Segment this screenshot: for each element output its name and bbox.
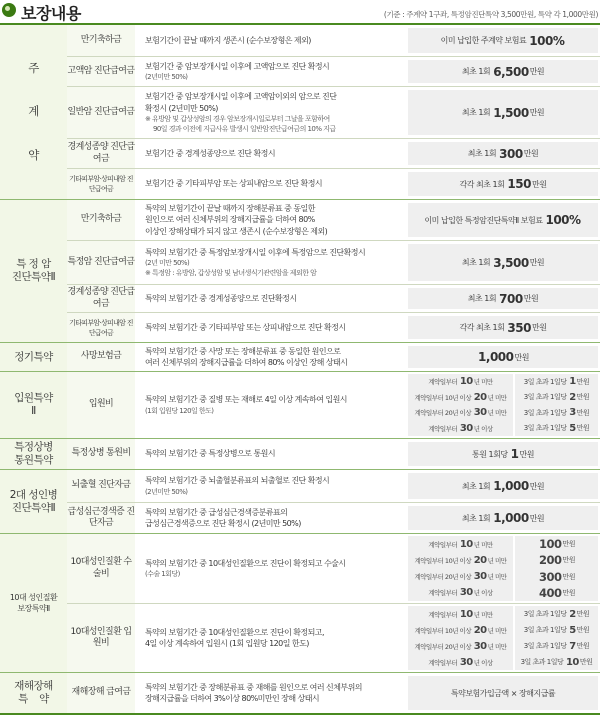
tier-row: 계약일부터 10년 이상 20 년 미만 3일 초과 1일당 5 만원 bbox=[408, 622, 598, 638]
table-row bbox=[67, 502, 600, 533]
benefit-name: 특정암 진단급여금 bbox=[67, 241, 135, 284]
category-label: 특 정 암 진단특약Ⅱ bbox=[0, 200, 67, 342]
benefit-amount: 특약보험가입금액 × 장해지급률 bbox=[408, 676, 598, 710]
benefit-desc: 특약의 보험기간 중 경계성종양으로 진단확정시 bbox=[145, 293, 297, 303]
benefit-name: 급성심근경색증 진단자금 bbox=[67, 503, 135, 533]
benefit-desc: 특약의 보험기간 중 특정상병으로 통원시 bbox=[145, 449, 275, 459]
table-row bbox=[67, 240, 600, 284]
benefit-amount: 최초 1회 700 만원 bbox=[408, 288, 598, 309]
benefit-name: 경계성종양 진단급여금 bbox=[67, 139, 135, 168]
table-row bbox=[67, 603, 600, 672]
table-row bbox=[67, 200, 600, 240]
injury-disability-section bbox=[0, 673, 600, 713]
benefit-amount: 최초 1회 3,500 만원 bbox=[408, 244, 598, 281]
benefit-amount: 각각 최초 1회 350 만원 bbox=[408, 316, 598, 339]
benefit-name: 만기축하금 bbox=[67, 200, 135, 240]
disease-outpatient-section bbox=[0, 439, 600, 469]
table-row bbox=[67, 439, 600, 469]
benefit-name: 재해장해 급여금 bbox=[67, 673, 135, 713]
benefit-name: 고액암 진단급여금 bbox=[67, 57, 135, 86]
tier-row: 계약일부터 30 년 이상 3일 초과 1일당 5 만원 bbox=[408, 421, 598, 437]
category-label: 특정상병 통원특약 bbox=[0, 439, 67, 469]
tier-row: 계약일부터 10년 이상 20 년 미만 3일 초과 1일당 2 만원 bbox=[408, 390, 598, 406]
benefit-name: 일반암 진단급여금 bbox=[67, 87, 135, 138]
table-row bbox=[67, 168, 600, 199]
category-label: 입원특약 Ⅱ bbox=[0, 372, 67, 438]
tier-row: 계약일부터 20년 이상 30 년 미만 3일 초과 1일당 3 만원 bbox=[408, 405, 598, 421]
section-bullet-icon bbox=[2, 3, 16, 17]
tier-row: 계약일부터 10 년 미만 3일 초과 1일당 1 만원 bbox=[408, 374, 598, 390]
benefit-desc: 특약의 보험기간 중 10대성인질환으로 진단이 확정되고, 4일 이상 계속하여 입원시 (1회 입원당 120일 한도) bbox=[145, 627, 324, 648]
tiered-amount-grid bbox=[408, 374, 598, 436]
tier-row: 계약일부터 30 년 이상 400 만원 bbox=[408, 585, 598, 601]
page-header bbox=[0, 0, 600, 24]
benefit-amount: 최초 1회 1,500 만원 bbox=[408, 90, 598, 135]
benefit-name: 기타피부암·상피내암 진단급여금 bbox=[67, 313, 135, 342]
benefit-desc: 보험기간 중 암보장개시일 이후에 고액암으로 진단 확정시 (2년미만 50%) bbox=[145, 61, 330, 82]
page-title: 보장내용 bbox=[21, 4, 81, 23]
category-label: 2대 성인병 진단특약Ⅱ bbox=[0, 470, 67, 533]
category-label: 주 계 약 bbox=[0, 25, 67, 199]
benefit-name: 10대성인질환 수술비 bbox=[67, 534, 135, 603]
cancer-rider-section bbox=[0, 200, 600, 342]
table-row bbox=[67, 673, 600, 713]
table-row bbox=[67, 138, 600, 168]
table-row bbox=[67, 470, 600, 502]
tiered-amount-grid bbox=[408, 606, 598, 670]
benefit-desc: 보험기간 중 암보장개시일 이후에 고액암이외의 암으로 진단 확정시 (2년미만 50%) ※ 유방암 및 갑상성암의 경우 암보장개시일로부터 그날을 포함하여 90일 경과 이전에 지급사유 발생시 일반암진단급여금의 10% 지급 bbox=[145, 92, 337, 133]
term-rider-section bbox=[0, 343, 600, 371]
benefit-name: 만기축하금 bbox=[67, 25, 135, 56]
benefit-desc: 특약의 보험기간 중 질병 또는 재해로 4일 이상 계속하여 입원시 (1회 입원당 120일 한도) bbox=[145, 395, 347, 415]
tier-row: 계약일부터 20년 이상 30 년 미만 3일 초과 1일당 7 만원 bbox=[408, 638, 598, 654]
table-row bbox=[67, 372, 600, 438]
benefit-amount: 최초 1회 300 만원 bbox=[408, 142, 598, 165]
benefit-name: 경계성종양 진단급여금 bbox=[67, 285, 135, 312]
benefit-amount: 1,000 만원 bbox=[408, 346, 598, 368]
table-row bbox=[67, 25, 600, 56]
benefit-desc: 특약의 보험기간 중 10대성인질환으로 진단이 확정되고 수술시 (수술 1회당) bbox=[145, 558, 346, 579]
table-row bbox=[67, 312, 600, 342]
benefit-desc: 보험기간 중 경계성종양으로 진단 확정시 bbox=[145, 148, 275, 158]
tier-row: 계약일부터 30 년 이상 3일 초과 1일당 10 만원 bbox=[408, 654, 598, 670]
ten-adult-disease-section bbox=[0, 534, 600, 672]
benefit-name: 10대성인질환 입원비 bbox=[67, 604, 135, 672]
two-adult-disease-section bbox=[0, 470, 600, 533]
benefit-desc: 보험기간 중 기타피부암 또는 상피내암으로 진단 확정시 bbox=[145, 179, 323, 189]
tier-row: 계약일부터 10년 이상 20 년 미만 200 만원 bbox=[408, 552, 598, 568]
benefit-name: 입원비 bbox=[67, 372, 135, 438]
benefit-amount: 이미 납입한 주계약 보험료 100% bbox=[408, 28, 598, 53]
benefit-desc: 보험기간이 끝날 때까지 생존시 (순수보장형은 제외) bbox=[145, 35, 311, 45]
table-row bbox=[67, 86, 600, 138]
tier-row: 계약일부터 20년 이상 30 년 미만 300 만원 bbox=[408, 569, 598, 585]
table-row bbox=[67, 56, 600, 86]
benefit-amount: 이미 납입한 특정암진단특약Ⅱ 보험료 100% bbox=[408, 203, 598, 237]
benefit-name: 사망보험금 bbox=[67, 343, 135, 371]
category-label: 정기특약 bbox=[0, 343, 67, 371]
hospitalization-rider-section bbox=[0, 372, 600, 438]
benefit-desc: 특약의 보험기간 중 특정암보장개시일 이후에 특정암으로 진단확정시 (2년 미만 50%) ※ 특정암 : 유방암, 갑상성암 및 남녀생식기관련암을 제외한 암 bbox=[145, 247, 366, 278]
tier-row: 계약일부터 10 년 미만 100 만원 bbox=[408, 536, 598, 552]
benefit-desc: 특약의 보험기간 중 뇌출혈분류표의 뇌출혈로 진단 확정시 (2년미만 50%) bbox=[145, 476, 330, 496]
benefit-name: 특정상병 통원비 bbox=[67, 439, 135, 469]
table-row bbox=[67, 343, 600, 371]
benefit-name: 기타피부암·상피내암 진단급여금 bbox=[67, 169, 135, 199]
benefit-desc: 특약의 보험기간 중 장해분류표 중 재해를 원인으로 여러 신체부위의 장해지급률을 더하여 3%이상 80%미만인 장해 상태시 bbox=[145, 682, 362, 703]
basis-note: (기준 : 주계약 1구좌, 특정암진단특약 3,500만원, 특약 각 1,000만원) bbox=[383, 10, 598, 19]
benefit-desc: 특약의 보험기간 중 사망 또는 장해분류표 중 동일한 원인으로 여러 신체부위의 장해지급률을 더하여 80% 이상인 장해 상태시 bbox=[145, 346, 348, 367]
benefit-amount: 최초 1회 1,000 만원 bbox=[408, 506, 598, 530]
table-row bbox=[67, 534, 600, 603]
table-row bbox=[67, 284, 600, 312]
category-label: 10대 성인질환 보장특약Ⅱ bbox=[0, 534, 67, 672]
benefit-amount: 각각 최초 1회 150 만원 bbox=[408, 172, 598, 196]
main-contract-section bbox=[0, 25, 600, 199]
benefit-name: 뇌출혈 진단자금 bbox=[67, 470, 135, 502]
benefit-desc: 특약의 보험기간이 끝날 때까지 장해분류표 중 동일한 원인으로 여러 신체부위의 장해지급률을 더하여 80% 이상인 장해상태가 되지 않고 생존시 (순수보장형은 제외) bbox=[145, 203, 328, 236]
tiered-amount-grid bbox=[408, 536, 598, 601]
benefit-desc: 특약의 보험기간 중 기타피부암 또는 상피내암으로 진단 확정시 bbox=[145, 322, 346, 332]
benefit-desc: 특약의 보험기간 중 급성심근경색증분류표의 급성심근경색증으로 진단 확정시 (2년미만 50%) bbox=[145, 507, 301, 528]
benefit-amount: 최초 1회 6,500 만원 bbox=[408, 60, 598, 83]
tier-row: 계약일부터 10 년 미만 3일 초과 1일당 2 만원 bbox=[408, 606, 598, 622]
benefit-amount: 통원 1회당 1 만원 bbox=[408, 442, 598, 466]
category-label: 재해장해 특 약 bbox=[0, 673, 67, 713]
benefit-amount: 최초 1회 1,000 만원 bbox=[408, 473, 598, 499]
